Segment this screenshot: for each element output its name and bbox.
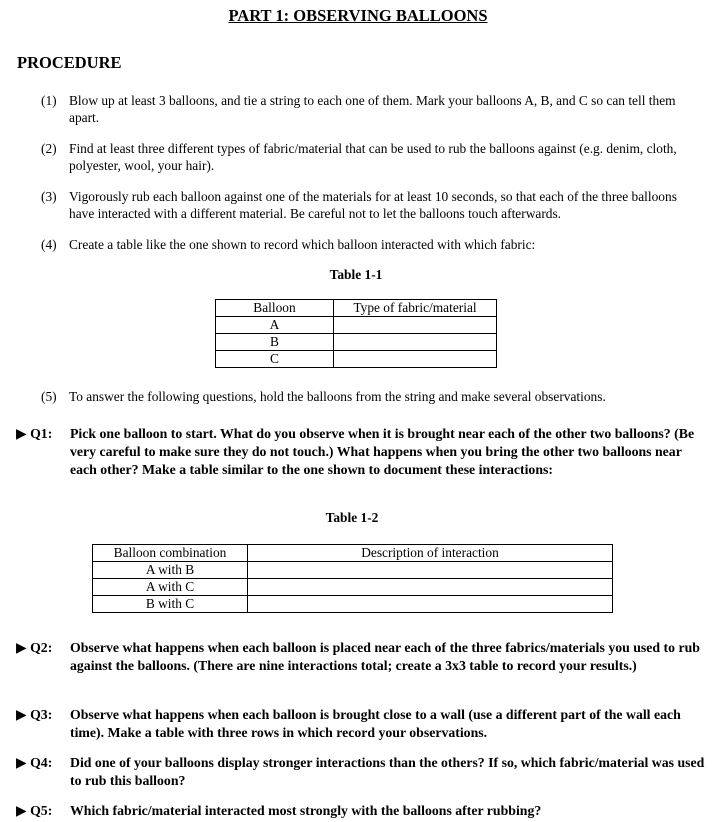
question-text: Observe what happens when each balloon is brought close to a wall (use a different part of the wall each time). Make a table with three rows in which record your observations. <box>70 707 681 740</box>
step-number: (5) <box>41 389 57 404</box>
question-label: Q1: <box>30 426 53 441</box>
triangle-right-icon: ▶ Q3: <box>16 707 53 722</box>
table-header-row <box>93 545 613 562</box>
triangle-right-icon: ▶ Q2: <box>16 640 53 655</box>
table-header-row <box>216 300 497 317</box>
table-row <box>216 317 497 334</box>
triangle-right-icon: ▶ Q1: <box>16 426 53 441</box>
page-title: PART 1: OBSERVING BALLOONS <box>228 6 488 25</box>
procedure-step-5 <box>41 388 701 405</box>
table-row <box>93 562 613 579</box>
question-1 <box>16 425 708 479</box>
table-row <box>216 334 497 351</box>
question-5 <box>16 802 708 820</box>
column-header: Type of fabric/material <box>334 300 497 317</box>
table-cell <box>248 562 613 579</box>
table-cell: A with B <box>93 562 248 579</box>
table-cell <box>334 334 497 351</box>
column-header: Balloon <box>216 300 334 317</box>
procedure-step-2 <box>41 140 701 174</box>
table-row <box>216 351 497 368</box>
step-text: To answer the following questions, hold the balloons from the string and make several observations. <box>69 389 606 404</box>
table-cell: B <box>216 334 334 351</box>
step-text: Vigorously rub each balloon against one of the materials for at least 10 seconds, so that each of the three balloons have interacted with a different material. Be careful not to let the balloons touch afterwards. <box>69 189 677 221</box>
table-cell <box>248 579 613 596</box>
table-cell: A with C <box>93 579 248 596</box>
section-heading: PROCEDURE <box>17 53 122 72</box>
step-text: Find at least three different types of fabric/material that can be used to rub the balloons against (e.g. denim, cloth, polyester, wool, your hair). <box>69 141 677 173</box>
question-text: Did one of your balloons display stronger interactions than the others? If so, which fabric/material was used to rub this balloon? <box>70 755 705 788</box>
procedure-step-3 <box>41 188 701 222</box>
table-cell <box>334 351 497 368</box>
table-1-1-caption: Table 1-1 <box>329 267 383 282</box>
question-text: Pick one balloon to start. What do you observe when it is brought near each of the other two balloons? (Be very careful to make sure they do not touch.) What happens when you bring the other two balloons near each other? Make a table similar to the one shown to document these interactions: <box>70 426 695 477</box>
step-number: (3) <box>41 189 57 204</box>
column-header: Balloon combination <box>93 545 248 562</box>
step-number: (4) <box>41 237 57 252</box>
step-number: (2) <box>41 141 57 156</box>
column-header: Description of interaction <box>248 545 613 562</box>
table-1-2-caption: Table 1-2 <box>325 510 379 525</box>
question-label: Q5: <box>30 803 53 818</box>
step-text: Blow up at least 3 balloons, and tie a string to each one of them. Mark your balloons A, B, and C so can tell them apart. <box>69 93 676 125</box>
procedure-step-4 <box>41 236 701 253</box>
table-cell: A <box>216 317 334 334</box>
triangle-right-icon: ▶ Q5: <box>16 803 53 818</box>
question-text: Which fabric/material interacted most strongly with the balloons after rubbing? <box>70 803 542 818</box>
question-label: Q3: <box>30 707 53 722</box>
table-cell <box>334 317 497 334</box>
table-cell <box>248 596 613 613</box>
step-number: (1) <box>41 93 57 108</box>
table-1-1 <box>215 299 497 368</box>
step-text: Create a table like the one shown to record which balloon interacted with which fabric: <box>69 237 536 252</box>
table-row <box>93 579 613 596</box>
table-cell: B with C <box>93 596 248 613</box>
table-cell: C <box>216 351 334 368</box>
procedure-step-1 <box>41 92 701 126</box>
question-text: Observe what happens when each balloon is placed near each of the three fabrics/materials you used to rub against the balloons. (There are nine interactions total; create a 3x3 table to record your results.) <box>70 640 700 673</box>
table-row <box>93 596 613 613</box>
question-label: Q2: <box>30 640 53 655</box>
triangle-right-icon: ▶ Q4: <box>16 755 53 770</box>
question-4 <box>16 754 708 790</box>
table-1-2 <box>92 544 613 613</box>
question-3 <box>16 706 708 742</box>
question-label: Q4: <box>30 755 53 770</box>
question-2 <box>16 639 708 675</box>
